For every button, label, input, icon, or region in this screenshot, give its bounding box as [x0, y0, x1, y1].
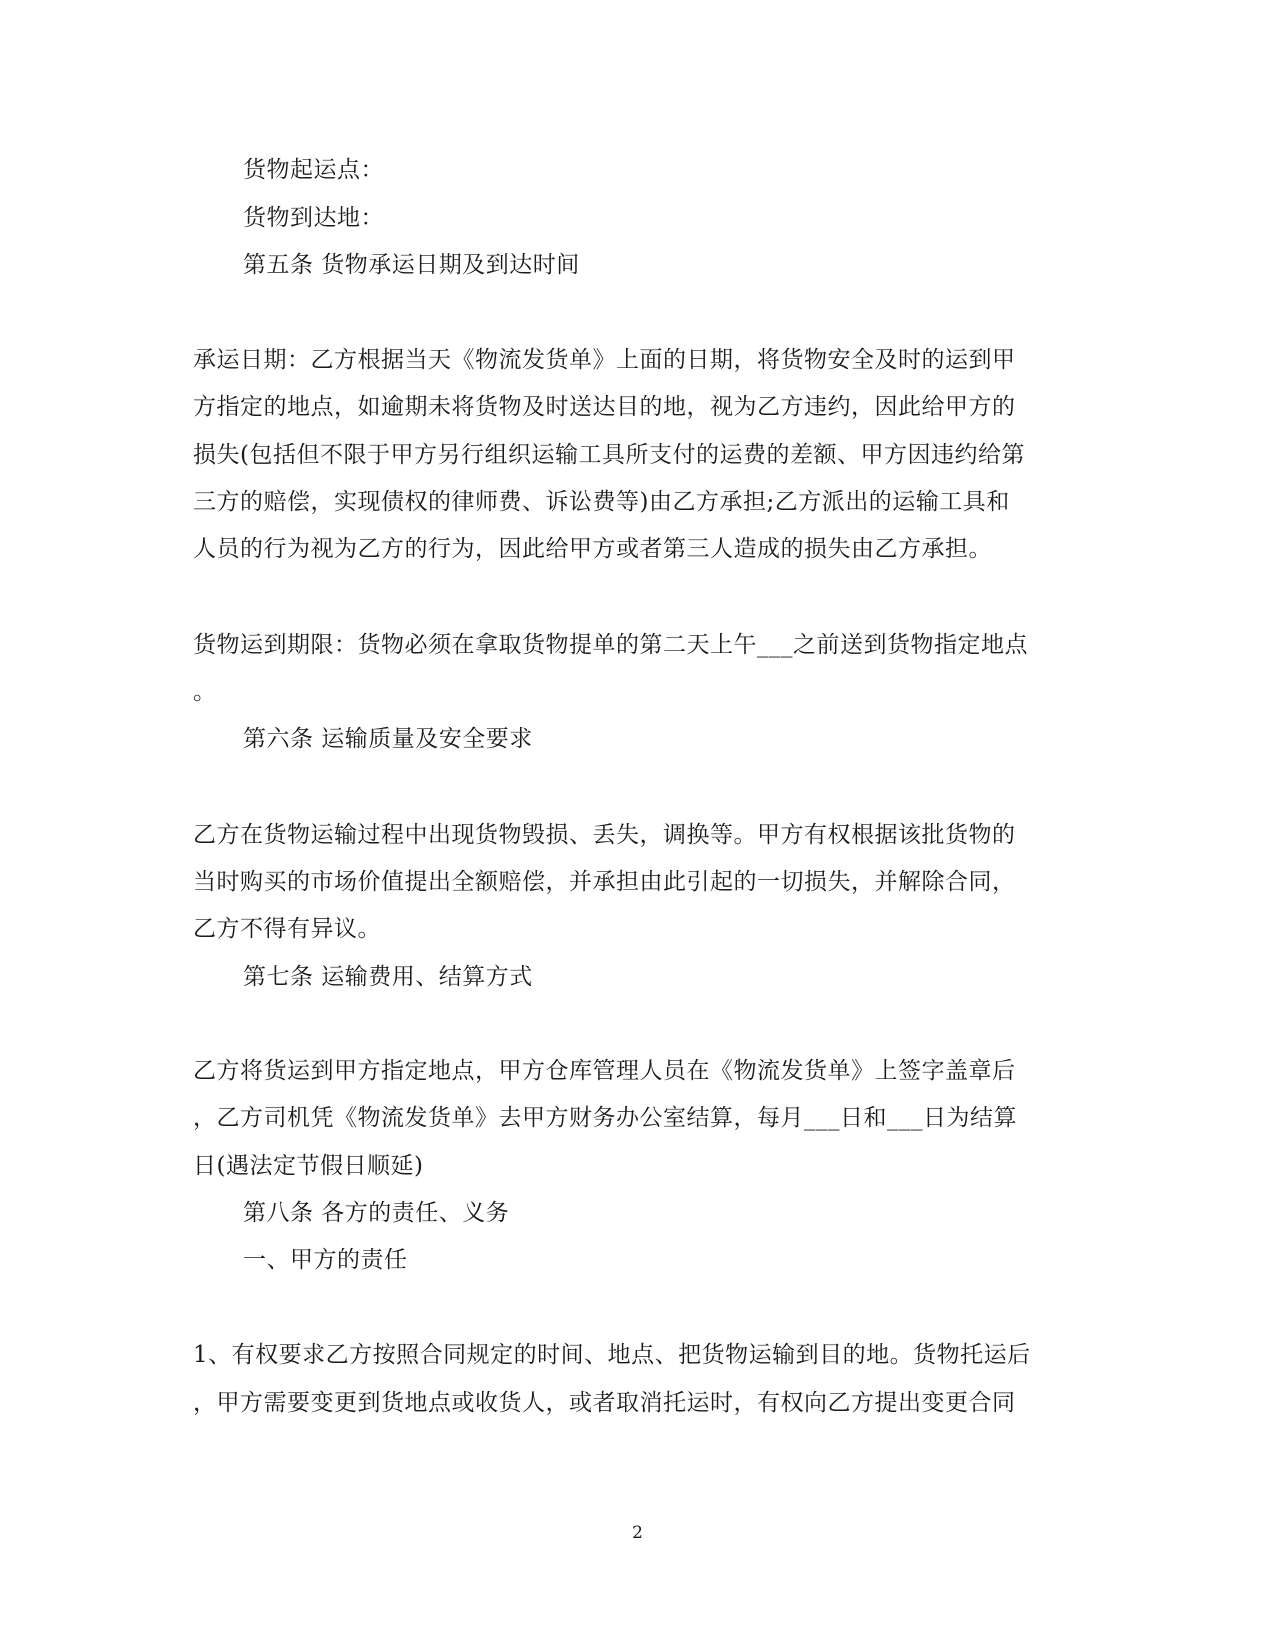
article-8-heading: 第八条 各方的责任、义务: [243, 1200, 510, 1226]
paragraph-line: 三方的赔偿，实现债权的律师费、诉讼费等)由乙方承担;乙方派出的运输工具和: [193, 489, 1010, 515]
page-number: 2: [632, 1523, 643, 1543]
paragraph-line: 1、有权要求乙方按照合同规定的时间、地点、把货物运输到目的地。货物托运后: [193, 1342, 1031, 1368]
party-a-heading: 一、甲方的责任: [243, 1247, 408, 1273]
paragraph-line: ，乙方司机凭《物流发货单》去甲方财务办公室结算，每月___日和___日为结算: [193, 1105, 1017, 1131]
paragraph-line: 乙方在货物运输过程中出现货物毁损、丢失，调换等。甲方有权根据该批货物的: [193, 822, 1016, 848]
article-5-heading: 第五条 货物承运日期及到达时间: [243, 252, 580, 278]
origin-line: 货物起运点：: [243, 157, 384, 183]
paragraph-line: 乙方不得有异议。: [193, 916, 381, 942]
paragraph-line: 人员的行为视为乙方的行为，因此给甲方或者第三人造成的损失由乙方承担。: [193, 536, 992, 562]
paragraph-line: 当时购买的市场价值提出全额赔偿，并承担由此引起的一切损失，并解除合同，: [193, 869, 1016, 895]
paragraph-line: ，甲方需要变更到货地点或收货人，或者取消托运时，有权向乙方提出变更合同: [193, 1390, 1016, 1416]
paragraph-line: 乙方将货运到甲方指定地点，甲方仓库管理人员在《物流发货单》上签字盖章后: [193, 1058, 1016, 1084]
paragraph-line: 货物运到期限：货物必须在拿取货物提单的第二天上午___之前送到货物指定地点: [193, 632, 1028, 658]
paragraph-line: 日(遇法定节假日顺延): [193, 1153, 424, 1179]
article-7-heading: 第七条 运输费用、结算方式: [243, 964, 533, 990]
paragraph-line: 方指定的地点，如逾期未将货物及时送达目的地，视为乙方违约，因此给甲方的: [193, 394, 1016, 420]
paragraph-line: 承运日期：乙方根据当天《物流发货单》上面的日期，将货物安全及时的运到甲: [193, 347, 1016, 373]
destination-line: 货物到达地：: [243, 205, 384, 231]
paragraph-line: 损失(包括但不限于甲方另行组织运输工具所支付的运费的差额、甲方因违约给第: [193, 442, 1025, 468]
article-6-heading: 第六条 运输质量及安全要求: [243, 726, 533, 752]
paragraph-line: 。: [193, 679, 217, 705]
